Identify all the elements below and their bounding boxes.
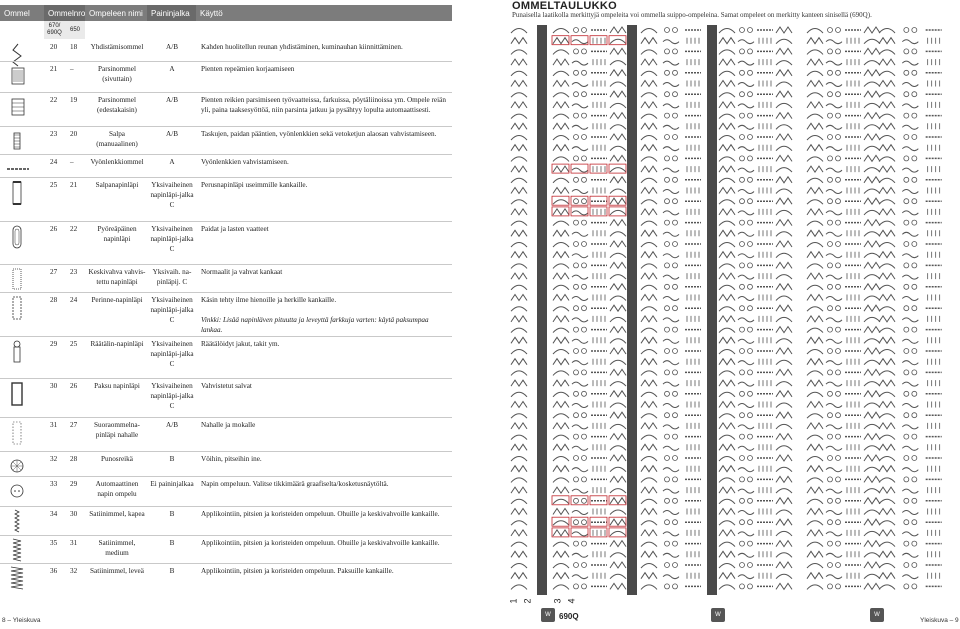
column-number-2: 2 xyxy=(522,598,533,604)
stitch-use: Taskujen, paidan pääntien, vyönlenkkien sekä vetoketjun alaosan vahvistamiseen. xyxy=(201,130,437,138)
stitch-number-650: 29 xyxy=(70,480,78,488)
presser-foot: A/B xyxy=(166,43,178,51)
stitch-use: Pienten reikien parsimiseen työvaatteissa, farkuissa, pöytäliinoissa ym. Ompele reiän yli, paina taaksesyöttöä, niin parsinta jatkuu ja pysähtyy lopulta automaattisesti. xyxy=(201,96,446,114)
footer-right: Yleiskuva – 9 xyxy=(920,617,959,624)
brand-logo-icon: W xyxy=(870,608,884,622)
stitch-symbols-column-5 xyxy=(805,25,881,595)
table-row xyxy=(0,93,452,127)
brand-logo-icon: W xyxy=(541,608,555,622)
stitch-tip: Vinkki: Lisää napinläven pituutta ja leveyttä farkkuja varten: käytä paksumpaa lankaa. xyxy=(201,316,429,334)
satin-wide-icon xyxy=(5,564,31,592)
stitch-number-670: 21 xyxy=(50,65,58,73)
stitch-number-650: 20 xyxy=(70,130,78,138)
col-header-use: Käyttö xyxy=(196,5,452,21)
stitch-number-670: 34 xyxy=(50,510,58,518)
stitch-number-670: 27 xyxy=(50,268,58,276)
stitch-number-650: 32 xyxy=(70,567,78,575)
chart-title: OMMELTAULUKKO xyxy=(512,0,617,12)
table-row xyxy=(0,222,452,265)
subheader-650: 650 xyxy=(65,21,85,39)
table-row xyxy=(0,127,452,155)
stitch-name: Yhdistämisommel xyxy=(90,43,144,51)
stitch-number-670: 22 xyxy=(50,96,58,104)
row-divider xyxy=(0,336,452,337)
buttonhole-heirloom-icon xyxy=(5,293,31,321)
stitch-number-670: 32 xyxy=(50,455,58,463)
stitch-number-650: 19 xyxy=(70,96,78,104)
stitch-number-670: 30 xyxy=(50,382,58,390)
stitch-number-650: 22 xyxy=(70,225,78,233)
stitch-symbols-column-2 xyxy=(551,25,627,595)
presser-foot: Yksivaiheinen napinläpi-jalka C xyxy=(150,296,194,324)
button-sew-icon xyxy=(5,477,31,505)
presser-foot: B xyxy=(169,539,175,547)
stitch-name: Satiinimmel, medium xyxy=(98,539,136,557)
stitch-number-650: 24 xyxy=(70,296,78,304)
stitch-use: Perusnapinläpi useimmille kankaille. xyxy=(201,181,308,189)
row-divider xyxy=(0,292,452,293)
stitch-use: Vyönlenkkien vahvistamiseen. xyxy=(201,158,289,166)
column-number-4: 4 xyxy=(566,598,577,604)
buttonhole-keyhole-icon xyxy=(5,337,31,365)
bartack-icon xyxy=(5,127,31,155)
stitch-number-650: 18 xyxy=(70,43,78,51)
stitch-name: Satiinimmel, kapea xyxy=(89,510,145,518)
column-bar-2 xyxy=(627,25,637,595)
stitch-use: Pienten repeämien korjaamiseen xyxy=(201,65,295,73)
table-row xyxy=(0,337,452,379)
stitch-number-650: 30 xyxy=(70,510,78,518)
presser-foot: A/B xyxy=(166,130,178,138)
table-row xyxy=(0,507,452,536)
table-row xyxy=(0,379,452,418)
stitch-symbols-column-4 xyxy=(717,25,793,595)
footer-left: 8 – Yleiskuva xyxy=(2,617,41,624)
column-bar-3 xyxy=(707,25,717,595)
stitch-name: Satiinimmel, leveä xyxy=(90,567,144,575)
row-divider xyxy=(0,563,452,564)
row-divider xyxy=(0,506,452,507)
table-row xyxy=(0,477,452,507)
col-header-number: Ommelnro xyxy=(44,5,85,21)
row-divider xyxy=(0,126,452,127)
stitch-name: Parsinommel (sivuttain) xyxy=(98,65,136,83)
presser-foot: Ei paininjalkaa xyxy=(150,480,194,488)
stitch-number-670: 26 xyxy=(50,225,58,233)
stitch-name: Pyöreäpäinen napinläpi xyxy=(97,225,137,243)
stitch-table xyxy=(0,0,452,605)
table-row xyxy=(0,178,452,222)
stitch-use: Applikointiin, pitsien ja koristeiden ompeluun. Ohuille ja keskivahvoille kankaille. xyxy=(201,510,440,518)
col-header-foot: Paininjalka xyxy=(147,5,196,21)
darning-side-icon xyxy=(5,62,31,90)
column-number-3: 3 xyxy=(552,598,563,604)
stitch-name: Perinne-napinläpi xyxy=(91,296,143,304)
stitch-number-650: 25 xyxy=(70,340,78,348)
presser-foot: B xyxy=(169,455,175,463)
stitch-number-650: 31 xyxy=(70,539,78,547)
stitch-use: Applikointiin, pitsien ja koristeiden ompeluun. Paksuille kankaille. xyxy=(201,567,394,575)
buttonhole-reinforced-icon xyxy=(5,265,31,293)
row-divider xyxy=(0,154,452,155)
darning-back-icon xyxy=(5,93,31,121)
table-row xyxy=(0,155,452,178)
table-row xyxy=(0,564,452,592)
stitch-name: Parsinommel (edestakaisin) xyxy=(97,96,137,114)
model-label: 690Q xyxy=(559,612,579,621)
table-row xyxy=(0,293,452,337)
stitch-chart-page xyxy=(505,0,960,629)
stitch-use: Napin ompeluun. Valitse tikkimäärä graafiselta/kosketusnäytöltä. xyxy=(201,480,389,488)
table-row xyxy=(0,418,452,452)
stitch-name: Salpanapinläpi xyxy=(95,181,139,189)
stitch-number-670: 36 xyxy=(50,567,58,575)
stitch-name: Räätälin-napinläpi xyxy=(90,340,144,348)
presser-foot: Yksivaiheinen napinläpi-jalka C xyxy=(150,181,194,209)
row-divider xyxy=(0,61,452,62)
buttonhole-heavy-icon xyxy=(5,379,31,407)
satin-medium-icon xyxy=(5,536,31,564)
stitch-number-670: 25 xyxy=(50,181,58,189)
stitch-number-650: 28 xyxy=(70,455,78,463)
buttonhole-straight-icon xyxy=(5,418,31,446)
stitch-name: Punosreikä xyxy=(101,455,133,463)
stitch-symbols-column-6 xyxy=(877,25,947,595)
chart-description: Punaisella laatikolla merkittyjä ompeleita voi ommella suippo-ompeleina. Samat ompeleet on merkitty kanteen sinisellä (690Q). xyxy=(512,11,872,19)
subheader-670-690q: 670/ 690Q xyxy=(44,21,66,39)
row-divider xyxy=(0,177,452,178)
table-row xyxy=(0,265,452,293)
stitch-use: Vahvistetut salvat xyxy=(201,382,252,390)
stitch-symbols-column-3 xyxy=(639,25,715,595)
stitch-use: Normaalit ja vahvat kankaat xyxy=(201,268,283,276)
stitch-name: Paksu napinläpi xyxy=(94,382,140,390)
col-header-stitch: Ommel xyxy=(0,5,44,21)
table-row xyxy=(0,536,452,564)
stitch-number-670: 28 xyxy=(50,296,58,304)
stitch-use: Räätälöidyt jakut, takit ym. xyxy=(201,340,280,348)
stitch-number-670: 31 xyxy=(50,421,58,429)
stitch-use: Applikointiin, pitsien ja koristeiden ompeluun. Ohuille ja keskivahvoille kankaille. xyxy=(201,539,440,547)
stitch-number-670: 24 xyxy=(50,158,58,166)
stitch-use: Vöihin, pitseihin ine. xyxy=(201,455,262,463)
presser-foot: B xyxy=(169,567,175,575)
satin-narrow-icon xyxy=(5,507,31,535)
stitch-number-670: 23 xyxy=(50,130,58,138)
row-divider xyxy=(0,92,452,93)
presser-foot: A/B xyxy=(166,96,178,104)
presser-foot: A/B xyxy=(166,421,178,429)
col-header-name: Ompeleen nimi xyxy=(85,5,147,21)
stitch-number-670: 20 xyxy=(50,43,58,51)
row-divider xyxy=(0,476,452,477)
row-divider xyxy=(0,378,452,379)
table-row xyxy=(0,62,452,93)
stitch-name: Suoraommelna-pinläpi nahalle xyxy=(94,421,140,439)
stitch-number-670: 35 xyxy=(50,539,58,547)
stitch-name: Keskivahva vahvis-tettu napinläpi xyxy=(88,268,146,286)
row-divider xyxy=(0,451,452,452)
row-divider xyxy=(0,264,452,265)
stitch-number-650: – xyxy=(70,158,74,166)
stitch-use: Käsin tehty ilme hienoille ja herkille kankaille. xyxy=(201,296,337,304)
table-row xyxy=(0,452,452,477)
buttonhole-standard-icon xyxy=(5,178,31,206)
row-divider xyxy=(0,417,452,418)
stitch-use: Nahalle ja mokalle xyxy=(201,421,256,429)
stitch-number-670: 33 xyxy=(50,480,58,488)
table-row xyxy=(0,40,452,62)
column-bar-1 xyxy=(537,25,547,595)
stitch-use: Kahden huolitellun reunan yhdistäminen, kuminauhan kiinnittäminen. xyxy=(201,43,403,51)
row-divider xyxy=(0,535,452,536)
stitch-number-650: – xyxy=(70,65,74,73)
stitch-use: Paidat ja lasten vaatteet xyxy=(201,225,269,233)
presser-foot: Yksivaiheinen napinläpi-jalka C xyxy=(150,340,194,368)
presser-foot: Yksivaih. na-pinläpij. C xyxy=(152,268,192,286)
presser-foot: A xyxy=(169,158,175,166)
stitch-number-650: 26 xyxy=(70,382,78,390)
stitch-name: Automaattinen napin ompelu xyxy=(95,480,139,498)
presser-foot: A xyxy=(169,65,175,73)
presser-foot: B xyxy=(169,510,175,518)
row-divider xyxy=(0,221,452,222)
stitch-number-650: 21 xyxy=(70,181,78,189)
stitch-name: Salpa (manuaalinen) xyxy=(96,130,138,148)
presser-foot: Yksivaiheinen napinläpi-jalka C xyxy=(150,382,194,410)
brand-logo-icon: W xyxy=(711,608,725,622)
stitch-name: Vyönlenkkiommel xyxy=(90,158,144,166)
buttonhole-round-icon xyxy=(5,222,31,250)
stitch-number-650: 27 xyxy=(70,421,78,429)
stitch-number-670: 29 xyxy=(50,340,58,348)
presser-foot: Yksivaiheinen napinläpi-jalka C xyxy=(150,225,194,253)
column-number-1: 1 xyxy=(508,598,519,604)
stitch-number-650: 23 xyxy=(70,268,78,276)
